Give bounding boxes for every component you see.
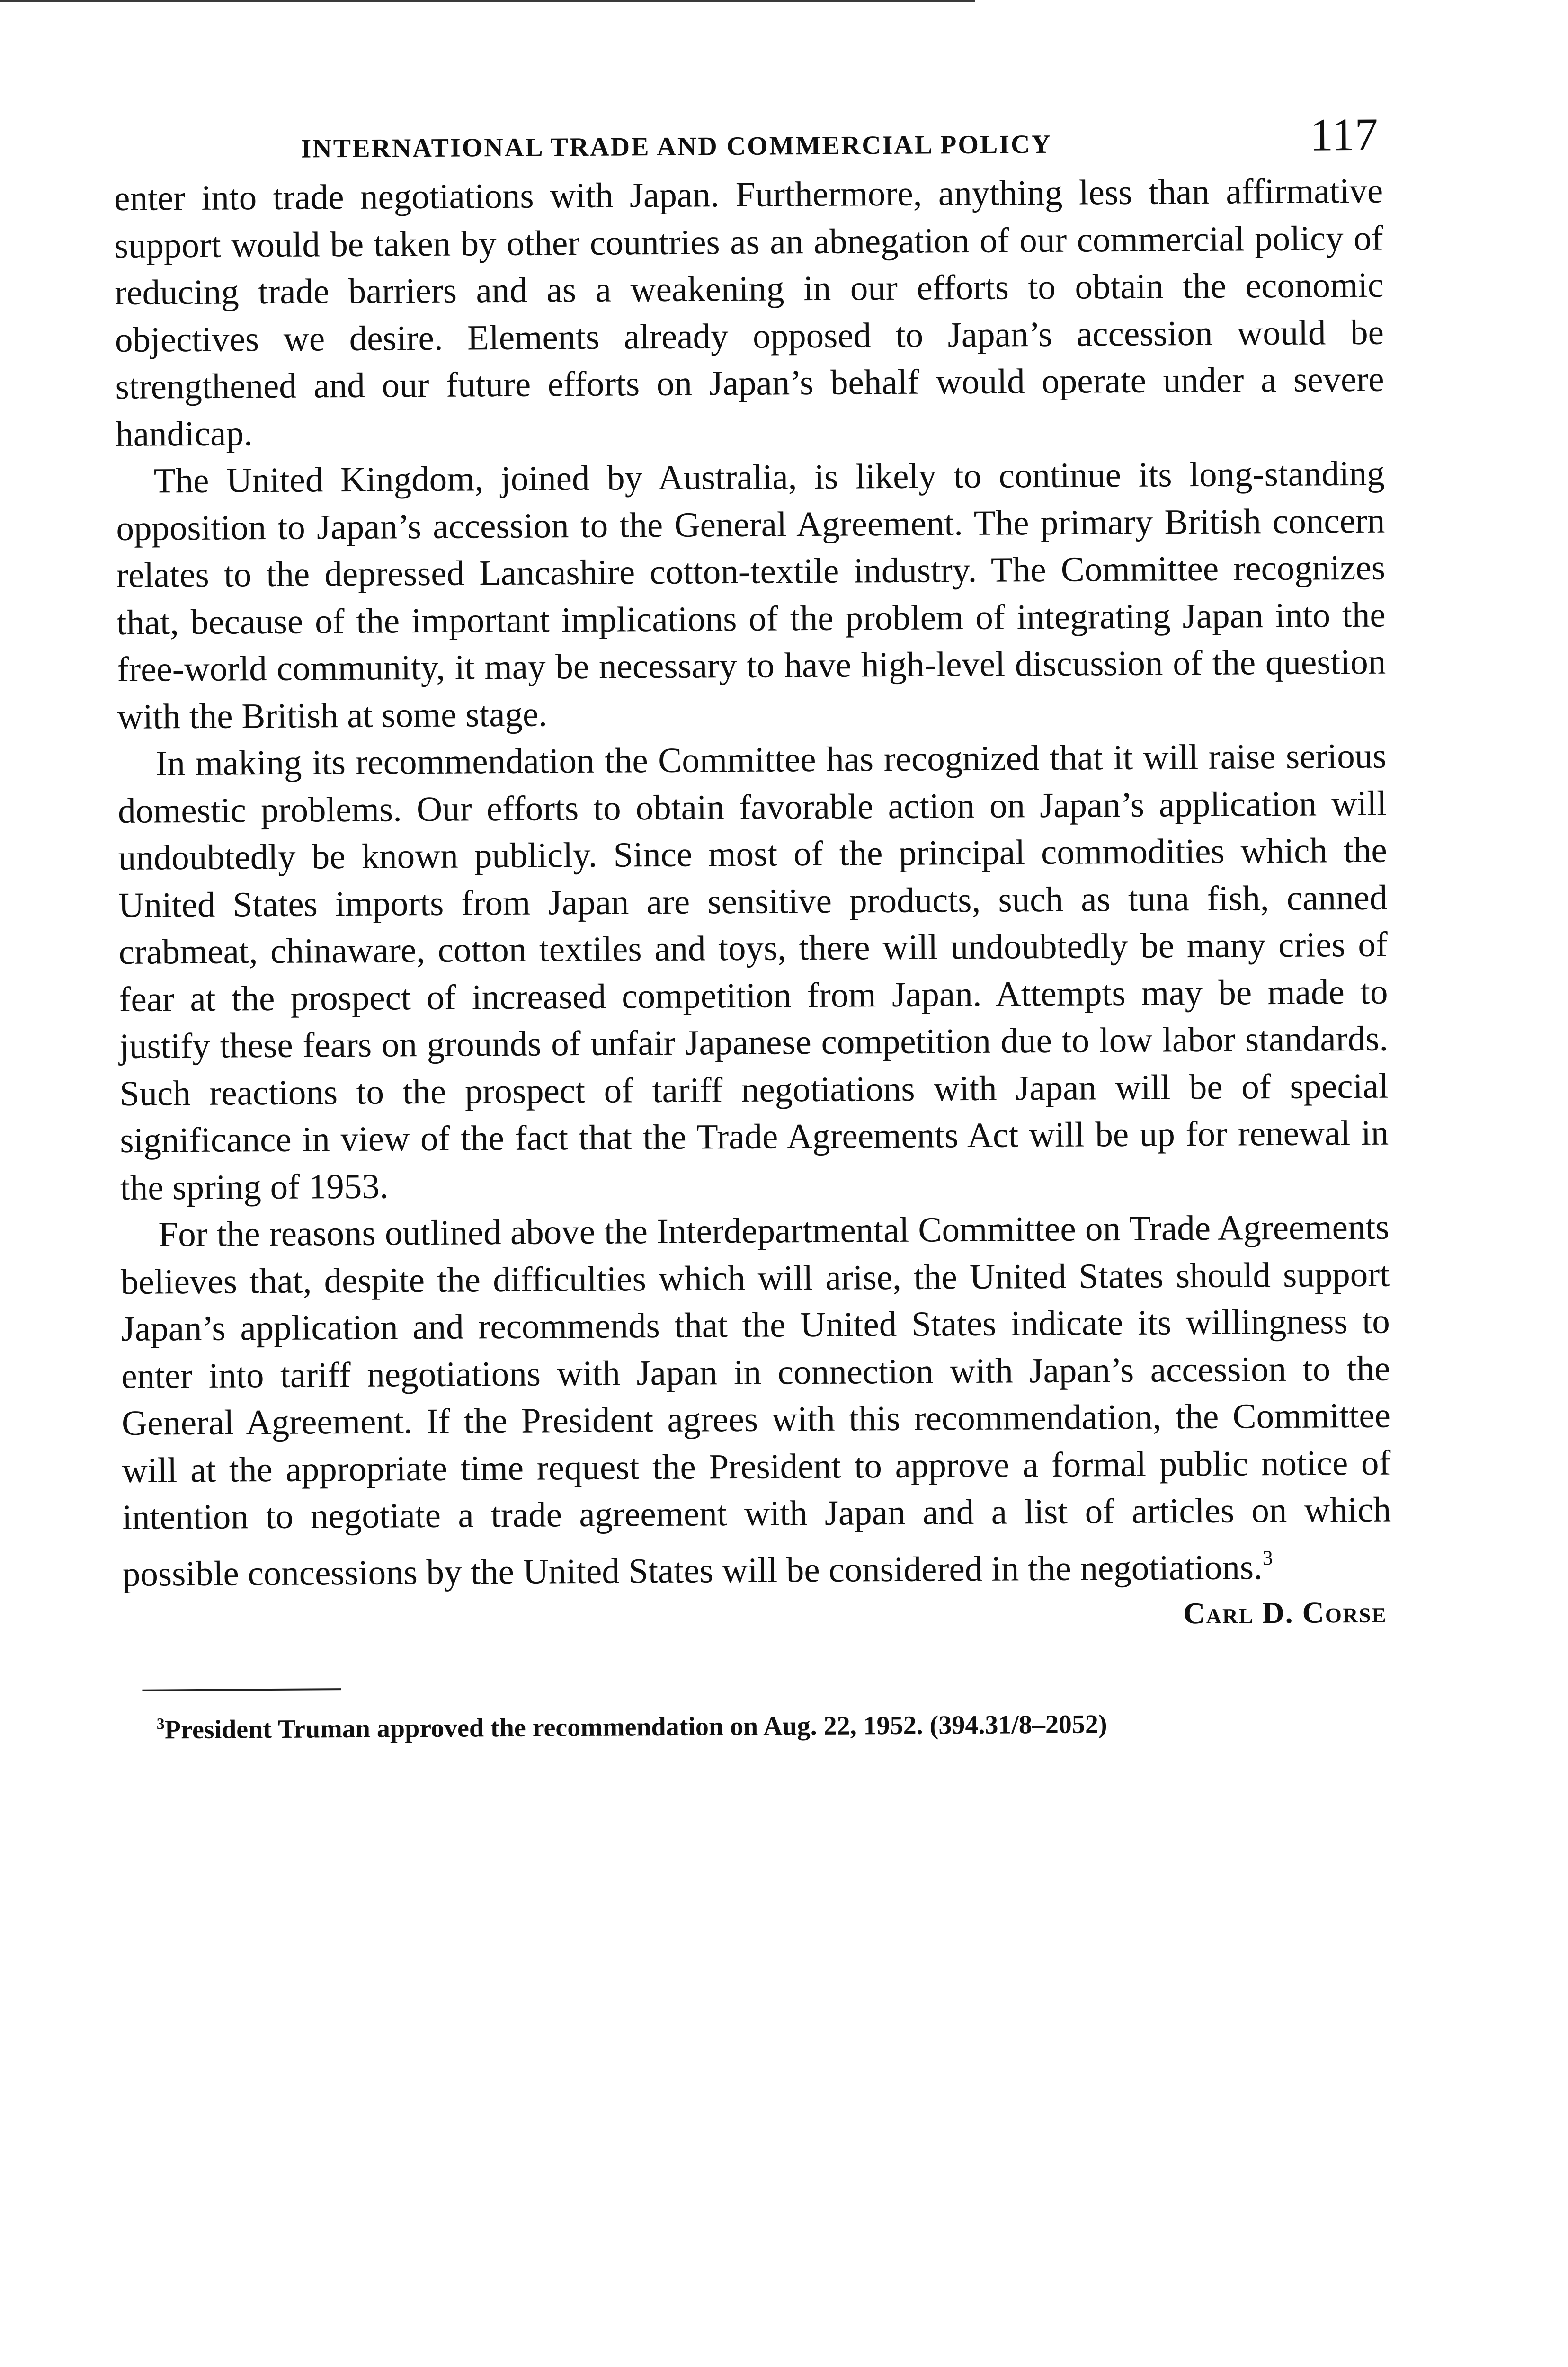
- paragraph-united-kingdom: The United Kingdom, joined by Australia, is likely to continue its long-standing opposition to Japan’s accession to the General Agreement. The primary British concern relates to the depressed Lancashire cotton-textile industry. The Committee recognizes that, because of the important implications of the problem of integrating Japan into the free-world community, it may be necessary to have high-level discussion of the question with the British at some stage.: [116, 454, 1386, 737]
- paragraph-recommendation: [120, 1204, 1391, 1598]
- running-title: INTERNATIONAL TRADE AND COMMERCIAL POLICY: [301, 129, 1052, 164]
- paragraph-domestic-problems: In making its recommendation the Committee has recognized that it will raise serious domestic problems. Our efforts to obtain favorable action on Japan’s application will undoubtedly be known publicly. Since most of the principal commodities which the United States imports from Japan are sensitive products, such as tuna fish, canned crabmeat, chinaware, cotton textiles and toys, there will undoubtedly be many cries of fear at the prospect of increased competition from Japan. Attempts may be made to justify these fears on grounds of unfair Japanese competition due to low labor standards. Such reactions to the prospect of tariff negotiations with Japan will be of special significance in view of the fact that the Trade Agreements Act will be up for renewal in the spring of 1953.: [117, 736, 1389, 1208]
- paragraph-continuation: enter into trade negotiations with Japan. Furthermore, anything less than affirmative support would be taken by other countries as an abnegation of our commercial policy of reducing trade barriers and as a weakening in our efforts to obtain the economic objectives we desire. Elements already opposed to Japan’s accession would be strengthened and our future efforts on Japan’s behalf would operate under a severe handicap.: [114, 171, 1384, 454]
- top-edge-rule: [0, 0, 975, 2]
- footnote-text: President Truman approved the recommendation on Aug. 22, 1952. (394.31/8–2052): [164, 1709, 1107, 1745]
- footnote: [124, 1698, 1393, 1749]
- recommendation-text: For the reasons outlined above the Interdepartmental Committee on Trade Agreements believes that, despite the difficulties which will arise, the United States should support Japan’s application and recommends that the United States indicate its willingness to enter into tariff negotiations with Japan in connection with Japan’s accession to the General Agreement. If the President agrees with this recommendation, the Committee will at the appropriate time request the President to approve a formal public notice of intention to negotiate a trade agreement with Japan and a list of articles on which possible concessions by the United States will be considered in the negotiations.: [120, 1207, 1391, 1594]
- running-header: [114, 101, 1383, 175]
- signature: [123, 1595, 1391, 1637]
- footnote-marker: 3: [156, 1715, 165, 1733]
- page-number: 117: [1310, 109, 1378, 161]
- body-text: [114, 168, 1391, 1598]
- footnote-rule: [142, 1688, 341, 1691]
- document-page: [114, 101, 1392, 1749]
- footnote-reference: 3: [1262, 1546, 1273, 1569]
- signature-name: Carl D. Corse: [1183, 1595, 1387, 1630]
